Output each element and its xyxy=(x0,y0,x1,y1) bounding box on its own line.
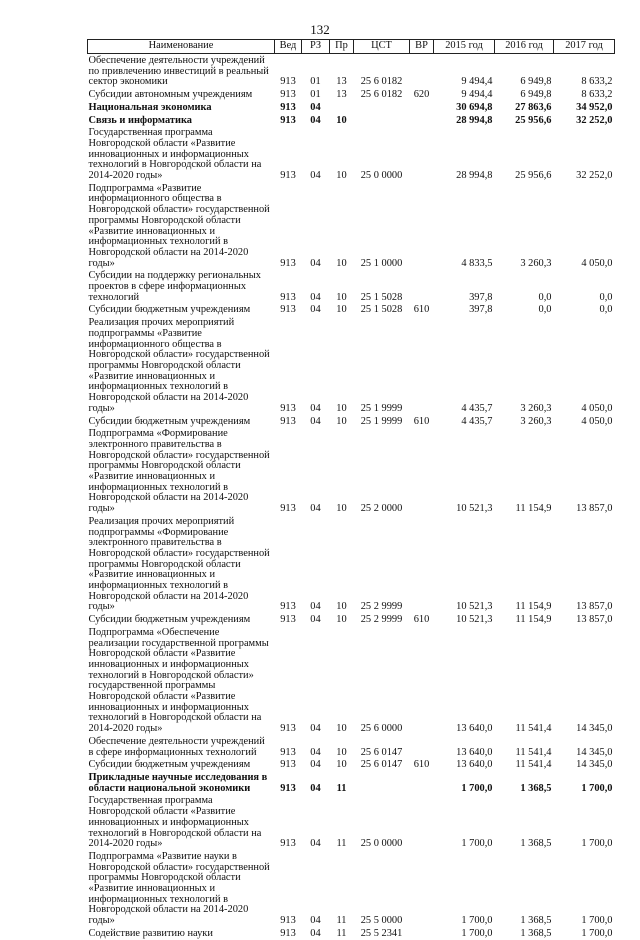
row-rz: 04 xyxy=(310,723,321,735)
row-cst: 25 6 0182 xyxy=(360,89,403,101)
header-cst: ЦСТ xyxy=(354,40,410,54)
row-name: Обеспечение деятельности учреждений в сфере информационных технологий xyxy=(88,735,265,758)
row-pr xyxy=(330,101,354,114)
row-2015: 1 700,0 xyxy=(461,838,493,850)
row-rz: 04 xyxy=(310,614,321,626)
row-2016: 1 368,5 xyxy=(520,915,552,927)
table-row xyxy=(88,758,615,771)
row-ved: 913 xyxy=(280,601,296,613)
row-ved: 913 xyxy=(280,257,296,269)
row-vr xyxy=(410,114,434,127)
row-2016: 11 541,4 xyxy=(515,759,552,771)
row-2017: 14 345,0 xyxy=(576,723,613,735)
row-2016: 3 260,3 xyxy=(520,402,552,414)
row-2015: 1 700,0 xyxy=(461,927,493,939)
row-vr xyxy=(410,54,434,89)
row-2017: 1 700,0 xyxy=(581,915,613,927)
row-pr: 11 xyxy=(336,927,347,939)
row-2017: 4 050,0 xyxy=(581,415,613,427)
row-rz: 04 xyxy=(310,402,321,414)
row-2017: 1 700,0 xyxy=(581,927,613,939)
table-body xyxy=(88,54,615,940)
table-row xyxy=(88,88,615,101)
row-2015: 9 494,4 xyxy=(461,89,493,101)
row-pr: 10 xyxy=(336,257,347,269)
row-cst: 25 2 9999 xyxy=(360,614,403,626)
row-rz: 04 xyxy=(310,101,321,113)
row-pr: 10 xyxy=(336,415,347,427)
row-2017: 8 633,2 xyxy=(581,89,613,101)
header-2017: 2017 год xyxy=(554,40,615,54)
row-2015: 10 521,3 xyxy=(456,503,493,515)
table-row xyxy=(88,126,615,182)
row-ved: 913 xyxy=(280,503,296,515)
row-2016: 11 154,9 xyxy=(515,614,552,626)
row-2017: 32 252,0 xyxy=(576,114,613,126)
row-2015: 9 494,4 xyxy=(461,76,493,88)
row-2016: 0,0 xyxy=(538,291,552,303)
row-name: Реализация прочих мероприятий подпрограммы «Формирование электронного правительства в Новгородской области» государственной программы Новгородской области «Развитие инновационных и информационных технологий в Новгородской области на 2014-2020 годы» xyxy=(88,515,270,613)
row-name: Подпрограмма «Развитие информационного общества в Новгородской области» государственной программы Новгородской области «Развитие инновационных и информационных технологий в Новгородской области на 2014-2020 годы» xyxy=(88,182,270,269)
row-cst: 25 1 9999 xyxy=(360,402,403,414)
table-row xyxy=(88,101,615,114)
row-2016: 25 956,6 xyxy=(515,114,552,126)
row-ved: 913 xyxy=(280,170,296,182)
row-rz: 04 xyxy=(310,838,321,850)
row-2016: 11 154,9 xyxy=(515,503,552,515)
row-ved: 913 xyxy=(280,746,296,758)
row-rz: 04 xyxy=(310,782,321,794)
table-row xyxy=(88,415,615,428)
row-pr: 10 xyxy=(336,759,347,771)
row-pr: 13 xyxy=(336,89,347,101)
row-2017: 4 050,0 xyxy=(581,257,613,269)
header-ved: Вед xyxy=(275,40,302,54)
row-2017: 14 345,0 xyxy=(576,759,613,771)
row-name: Субсидии бюджетным учреждениям xyxy=(88,759,251,771)
row-vr: 610 xyxy=(413,415,430,427)
row-2016: 11 154,9 xyxy=(515,601,552,613)
row-vr xyxy=(410,182,434,270)
row-cst: 25 1 5028 xyxy=(360,291,403,303)
row-2016: 27 863,6 xyxy=(515,101,552,113)
row-name: Субсидии автономным учреждениям xyxy=(88,89,253,101)
row-pr: 10 xyxy=(336,614,347,626)
row-2015: 10 521,3 xyxy=(456,601,493,613)
row-pr: 10 xyxy=(336,503,347,515)
budget-table xyxy=(87,39,615,940)
row-pr: 10 xyxy=(336,746,347,758)
table-row xyxy=(88,54,615,89)
row-2016: 11 541,4 xyxy=(515,746,552,758)
row-vr: 620 xyxy=(413,89,430,101)
row-vr xyxy=(410,126,434,182)
row-cst: 25 1 9999 xyxy=(360,415,403,427)
row-2016: 6 949,8 xyxy=(520,76,552,88)
row-2015: 10 521,3 xyxy=(456,614,493,626)
row-2016: 1 368,5 xyxy=(520,838,552,850)
row-pr: 10 xyxy=(336,723,347,735)
row-2015: 28 994,8 xyxy=(456,114,493,126)
row-ved: 913 xyxy=(280,114,296,126)
table-row xyxy=(88,316,615,414)
row-2017: 32 252,0 xyxy=(576,170,613,182)
table-row xyxy=(88,515,615,613)
row-cst: 25 6 0147 xyxy=(360,746,403,758)
row-rz: 01 xyxy=(310,89,321,101)
row-vr xyxy=(410,794,434,850)
row-cst: 25 2 9999 xyxy=(360,601,403,613)
table-row xyxy=(88,182,615,270)
row-2017: 13 857,0 xyxy=(576,503,613,515)
header-vr: ВР xyxy=(410,40,434,54)
row-vr xyxy=(410,626,434,735)
row-ved: 913 xyxy=(280,415,296,427)
row-name: Прикладные научные исследования в области национальной экономики xyxy=(88,772,268,794)
row-ved: 913 xyxy=(280,402,296,414)
row-vr xyxy=(410,771,434,794)
row-ved: 913 xyxy=(280,927,296,939)
row-cst: 25 1 5028 xyxy=(360,304,403,316)
row-name: Государственная программа Новгородской области «Развитие инновационных и информационных технологий в Новгородской области на 2014-2020 годы» xyxy=(88,795,262,850)
table-row xyxy=(88,114,615,127)
row-name: Субсидии на поддержку региональных проектов в сфере информационных технологий xyxy=(88,270,261,303)
row-ved: 913 xyxy=(280,915,296,927)
row-name: Связь и информатика xyxy=(88,114,192,126)
row-2015: 1 700,0 xyxy=(461,915,493,927)
row-2016: 25 956,6 xyxy=(515,170,552,182)
row-2016: 1 368,5 xyxy=(520,782,552,794)
table-header-row xyxy=(88,40,615,54)
row-ved: 913 xyxy=(280,782,296,794)
row-vr: 610 xyxy=(413,614,430,626)
row-rz: 04 xyxy=(310,503,321,515)
page-number: 132 xyxy=(310,22,330,37)
row-cst: 25 0 0000 xyxy=(360,170,403,182)
row-rz: 04 xyxy=(310,927,321,939)
row-pr: 13 xyxy=(336,76,347,88)
table-row xyxy=(88,735,615,758)
row-2015: 28 994,8 xyxy=(456,170,493,182)
row-cst xyxy=(354,114,410,127)
row-2016: 11 541,4 xyxy=(515,723,552,735)
header-2016: 2016 год xyxy=(495,40,554,54)
row-ved: 913 xyxy=(280,838,296,850)
row-vr xyxy=(410,515,434,613)
row-rz: 04 xyxy=(310,415,321,427)
header-2015: 2015 год xyxy=(434,40,495,54)
row-ved: 913 xyxy=(280,759,296,771)
row-2016: 6 949,8 xyxy=(520,89,552,101)
row-2015: 4 435,7 xyxy=(461,415,493,427)
row-rz: 01 xyxy=(310,76,321,88)
header-name: Наименование xyxy=(88,40,275,54)
row-name: Государственная программа Новгородской области «Развитие инновационных и информационных технологий в Новгородской области на 2014-2020 годы» xyxy=(88,127,262,182)
row-vr: 610 xyxy=(413,304,430,316)
row-ved: 913 xyxy=(280,614,296,626)
row-cst xyxy=(354,101,410,114)
row-2015: 4 435,7 xyxy=(461,402,493,414)
row-cst xyxy=(354,771,410,794)
row-cst: 25 1 0000 xyxy=(360,257,403,269)
row-2017: 8 633,2 xyxy=(581,76,613,88)
row-vr xyxy=(410,850,434,927)
row-2015: 13 640,0 xyxy=(456,723,493,735)
row-2015: 4 833,5 xyxy=(461,257,493,269)
row-2015: 13 640,0 xyxy=(456,759,493,771)
table-row xyxy=(88,269,615,303)
row-ved: 913 xyxy=(280,304,296,316)
row-pr: 10 xyxy=(336,114,347,126)
row-rz: 04 xyxy=(310,915,321,927)
row-name: Субсидии бюджетным учреждениям xyxy=(88,304,251,316)
row-2017: 14 345,0 xyxy=(576,746,613,758)
row-vr xyxy=(410,316,434,414)
header-pr: Пр xyxy=(330,40,354,54)
row-name: Реализация прочих мероприятий подпрограммы «Развитие информационного общества в Новгородской области» государственной программы Новгородской области «Развитие инновационных и информационных технологий в Новгородской области на 2014-2020 годы» xyxy=(88,317,270,414)
row-pr: 11 xyxy=(336,838,347,850)
row-cst: 25 6 0000 xyxy=(360,723,403,735)
row-name: Национальная экономика xyxy=(88,101,212,113)
row-rz: 04 xyxy=(310,291,321,303)
row-name: Подпрограмма «Развитие науки в Новгородской области» государственной программы Новгородской области «Развитие инновационных и информационных технологий в Новгородской области на 2014-2020 годы» xyxy=(88,850,270,927)
row-name: Обеспечение деятельности учреждений по привлечению инвестиций в реальный сектор экономики xyxy=(88,55,269,88)
table-row xyxy=(88,427,615,515)
row-cst: 25 5 0000 xyxy=(360,915,403,927)
row-pr: 10 xyxy=(336,601,347,613)
table-row xyxy=(88,927,615,940)
row-cst: 25 6 0147 xyxy=(360,759,403,771)
row-cst: 25 0 0000 xyxy=(360,838,403,850)
row-rz: 04 xyxy=(310,257,321,269)
row-cst: 25 6 0182 xyxy=(360,76,403,88)
header-rz: РЗ xyxy=(302,40,330,54)
row-vr xyxy=(410,735,434,758)
row-2017: 1 700,0 xyxy=(581,838,613,850)
row-2017: 0,0 xyxy=(599,291,613,303)
row-2015: 1 700,0 xyxy=(461,782,493,794)
row-2017: 13 857,0 xyxy=(576,601,613,613)
row-rz: 04 xyxy=(310,759,321,771)
row-ved: 913 xyxy=(280,291,296,303)
row-cst: 25 2 0000 xyxy=(360,503,403,515)
table-row xyxy=(88,626,615,735)
row-2017: 34 952,0 xyxy=(576,101,613,113)
row-pr: 11 xyxy=(336,782,347,794)
row-rz: 04 xyxy=(310,601,321,613)
row-2016: 3 260,3 xyxy=(520,415,552,427)
table-row xyxy=(88,771,615,794)
row-pr: 10 xyxy=(336,402,347,414)
row-2016: 3 260,3 xyxy=(520,257,552,269)
row-name: Субсидии бюджетным учреждениям xyxy=(88,415,251,427)
row-ved: 913 xyxy=(280,76,296,88)
row-name: Содействие развитию науки xyxy=(88,927,213,939)
row-pr: 10 xyxy=(336,170,347,182)
row-2017: 13 857,0 xyxy=(576,614,613,626)
row-vr xyxy=(410,269,434,303)
row-2015: 13 640,0 xyxy=(456,746,493,758)
row-name: Субсидии бюджетным учреждениям xyxy=(88,614,251,626)
row-ved: 913 xyxy=(280,89,296,101)
row-2016: 1 368,5 xyxy=(520,927,552,939)
row-2017: 0,0 xyxy=(599,304,613,316)
row-cst: 25 5 2341 xyxy=(360,927,403,939)
row-pr: 11 xyxy=(336,915,347,927)
table-row xyxy=(88,613,615,626)
table-row xyxy=(88,850,615,927)
row-rz: 04 xyxy=(310,304,321,316)
table-row xyxy=(88,794,615,850)
row-ved: 913 xyxy=(280,101,296,113)
row-rz: 04 xyxy=(310,746,321,758)
row-vr xyxy=(410,927,434,940)
row-rz: 04 xyxy=(310,170,321,182)
row-pr: 10 xyxy=(336,291,347,303)
row-2016: 0,0 xyxy=(538,304,552,316)
row-name: Подпрограмма «Формирование электронного правительства в Новгородской области» государственной программы Новгородской области «Развитие инновационных и информационных технологий в Новгородской области на 2014-2020 годы» xyxy=(88,428,270,515)
row-2015: 30 694,8 xyxy=(456,101,493,113)
row-2015: 397,8 xyxy=(469,291,493,303)
row-vr xyxy=(410,101,434,114)
row-2017: 1 700,0 xyxy=(581,782,613,794)
row-name: Подпрограмма «Обеспечение реализации государственной программы Новгородской области «Развитие инновационных и информационных технологий в Новгородской области» государственной программы Новгородской области «Развитие инновационных и информационных технологий в Новгородской области на 2014-2020 годы» xyxy=(88,626,269,735)
row-vr xyxy=(410,427,434,515)
row-pr: 10 xyxy=(336,304,347,316)
row-vr: 610 xyxy=(413,759,430,771)
row-2017: 4 050,0 xyxy=(581,402,613,414)
row-rz: 04 xyxy=(310,114,321,126)
table-row xyxy=(88,303,615,316)
row-2015: 397,8 xyxy=(469,304,493,316)
row-ved: 913 xyxy=(280,723,296,735)
